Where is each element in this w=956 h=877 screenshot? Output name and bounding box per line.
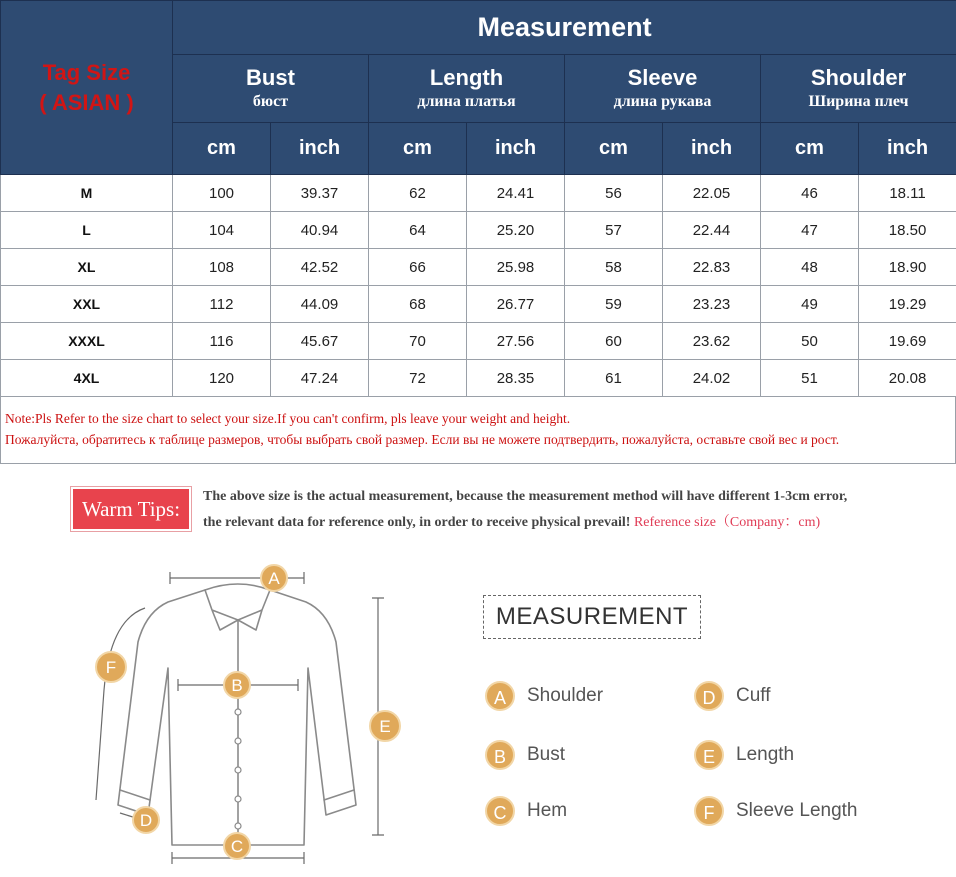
shoulder-cm-cell: 48 xyxy=(761,249,859,286)
note-russian: Пожалуйста, обратитесь к таблице размеров, чтобы выбрать свой размер. Если вы не можете подтвердить, пожалуйста, оставьте свой вес и рост. xyxy=(5,432,840,447)
unit-header-cm: cm xyxy=(565,123,663,175)
unit-header-inch: inch xyxy=(663,123,761,175)
unit-header-cm: cm xyxy=(173,123,271,175)
shoulder-cm-cell: 51 xyxy=(761,360,859,397)
legend-title: MEASUREMENT xyxy=(483,595,701,639)
legend-label: Sleeve Length xyxy=(736,800,858,821)
legend-badge: C xyxy=(485,796,515,826)
bust-inch-cell: 39.37 xyxy=(271,175,369,212)
legend-label: Cuff xyxy=(736,685,771,706)
shirt-outline xyxy=(118,590,356,845)
marker-f xyxy=(96,652,126,682)
marker-e xyxy=(370,711,400,741)
group-sleeve-en: Sleeve xyxy=(627,64,698,90)
shoulder-inch-cell: 18.50 xyxy=(859,212,956,249)
legend-label: Hem xyxy=(527,800,568,821)
legend-item-length xyxy=(694,740,794,770)
legend-item-sleeve-length xyxy=(694,796,858,826)
group-shoulder-ru: Ширина плеч xyxy=(808,92,909,110)
legend-item-cuff xyxy=(694,681,771,711)
length-inch-cell: 25.20 xyxy=(467,212,565,249)
marker-a xyxy=(261,565,287,591)
marker-d xyxy=(133,807,159,833)
tag-size-title: Tag Size xyxy=(42,59,131,85)
sleeve-cm-cell: 59 xyxy=(565,286,663,323)
legend-badge: A xyxy=(485,681,515,711)
legend-item-shoulder xyxy=(485,681,603,711)
sleeve-cm-cell: 61 xyxy=(565,360,663,397)
bust-inch-cell: 40.94 xyxy=(271,212,369,249)
length-inch-cell: 28.35 xyxy=(467,360,565,397)
group-shoulder-en: Shoulder xyxy=(810,64,907,90)
measurement-title: Measurement xyxy=(173,1,956,55)
sleeve-guide xyxy=(96,608,145,800)
group-header-shoulder xyxy=(761,55,956,123)
legend-badge: F xyxy=(694,796,724,826)
marker-c xyxy=(224,833,250,859)
table-row xyxy=(1,175,956,212)
group-length-en: Length xyxy=(429,64,504,90)
tips-reference-size: Reference size（Company：cm) xyxy=(633,515,821,530)
sleeve-cm-cell: 56 xyxy=(565,175,663,212)
shoulder-cm-cell: 50 xyxy=(761,323,859,360)
length-cm-cell: 70 xyxy=(369,323,467,360)
shoulder-cm-cell: 49 xyxy=(761,286,859,323)
legend-label: Shoulder xyxy=(527,685,604,706)
group-length-ru: длина платья xyxy=(417,92,516,110)
shoulder-cm-cell: 47 xyxy=(761,212,859,249)
sleeve-cm-cell: 60 xyxy=(565,323,663,360)
legend-badge: D xyxy=(694,681,724,711)
group-bust-en: Bust xyxy=(246,64,295,90)
marker-b-label: B xyxy=(231,676,243,695)
marker-e-label: E xyxy=(379,717,391,736)
unit-header-inch: inch xyxy=(859,123,956,175)
sleeve-cm-cell: 57 xyxy=(565,212,663,249)
sleeve-inch-cell: 23.23 xyxy=(663,286,761,323)
size-cell: L xyxy=(1,212,173,249)
bust-inch-cell: 42.52 xyxy=(271,249,369,286)
bust-cm-cell: 116 xyxy=(173,323,271,360)
sleeve-inch-cell: 22.83 xyxy=(663,249,761,286)
tag-size-subtitle: ( ASIAN ) xyxy=(39,89,134,115)
bust-inch-cell: 45.67 xyxy=(271,323,369,360)
legend-item-bust xyxy=(485,740,565,770)
table-row xyxy=(1,360,956,397)
shoulder-inch-cell: 19.29 xyxy=(859,286,956,323)
shoulder-inch-cell: 19.69 xyxy=(859,323,956,360)
group-sleeve-ru: длина рукава xyxy=(613,92,712,110)
length-inch-cell: 27.56 xyxy=(467,323,565,360)
length-inch-cell: 25.98 xyxy=(467,249,565,286)
length-cm-cell: 66 xyxy=(369,249,467,286)
sleeve-cm-cell: 58 xyxy=(565,249,663,286)
size-cell: XL xyxy=(1,249,173,286)
table-row xyxy=(1,286,956,323)
note-english: Note:Pls Refer to the size chart to select your size.If you can't confirm, pls leave your weight and height. xyxy=(5,411,571,426)
legend-badge: E xyxy=(694,740,724,770)
size-cell: XXXL xyxy=(1,323,173,360)
shoulder-inch-cell: 18.90 xyxy=(859,249,956,286)
table-row xyxy=(1,249,956,286)
group-header-length xyxy=(369,55,565,123)
sleeve-inch-cell: 23.62 xyxy=(663,323,761,360)
tips-line-2-text: the relevant data for reference only, in order to receive physical prevail! xyxy=(203,515,631,530)
tips-line-1: The above size is the actual measurement, because the measurement method will have different 1-3cm error, xyxy=(203,489,848,504)
unit-header-cm: cm xyxy=(761,123,859,175)
length-cm-cell: 68 xyxy=(369,286,467,323)
group-header-sleeve xyxy=(565,55,761,123)
sleeve-inch-cell: 22.44 xyxy=(663,212,761,249)
bust-cm-cell: 120 xyxy=(173,360,271,397)
notes-box xyxy=(0,397,956,464)
bust-inch-cell: 47.24 xyxy=(271,360,369,397)
length-cm-cell: 72 xyxy=(369,360,467,397)
unit-header-cm: cm xyxy=(369,123,467,175)
legend-label: Length xyxy=(736,744,795,765)
unit-header-inch: inch xyxy=(271,123,369,175)
size-cell: M xyxy=(1,175,173,212)
legend-badge: B xyxy=(485,740,515,770)
length-cm-cell: 64 xyxy=(369,212,467,249)
size-table xyxy=(0,0,956,397)
table-row xyxy=(1,323,956,360)
length-cm-cell: 62 xyxy=(369,175,467,212)
bust-cm-cell: 108 xyxy=(173,249,271,286)
unit-header-inch: inch xyxy=(467,123,565,175)
shoulder-inch-cell: 18.11 xyxy=(859,175,956,212)
marker-f-label: F xyxy=(105,658,117,677)
bust-cm-cell: 104 xyxy=(173,212,271,249)
group-header-bust xyxy=(173,55,369,123)
sleeve-inch-cell: 24.02 xyxy=(663,360,761,397)
size-cell: 4XL xyxy=(1,360,173,397)
bust-inch-cell: 44.09 xyxy=(271,286,369,323)
legend-item-hem xyxy=(485,796,567,826)
marker-b xyxy=(224,672,250,698)
length-inch-cell: 24.41 xyxy=(467,175,565,212)
size-cell: XXL xyxy=(1,286,173,323)
table-row xyxy=(1,212,956,249)
marker-d-label: D xyxy=(139,811,153,830)
shoulder-inch-cell: 20.08 xyxy=(859,360,956,397)
shirt-diagram xyxy=(0,550,470,877)
tag-size-header xyxy=(1,1,173,175)
marker-c-label: C xyxy=(230,837,244,856)
warm-tips-label: Warm Tips: xyxy=(73,489,189,529)
legend-label: Bust xyxy=(527,744,566,765)
tips-line-2 xyxy=(203,511,820,531)
length-inch-cell: 26.77 xyxy=(467,286,565,323)
bust-cm-cell: 112 xyxy=(173,286,271,323)
bust-cm-cell: 100 xyxy=(173,175,271,212)
sleeve-inch-cell: 22.05 xyxy=(663,175,761,212)
group-bust-ru: бюст xyxy=(252,92,289,110)
marker-a-label: A xyxy=(268,569,280,588)
shoulder-cm-cell: 46 xyxy=(761,175,859,212)
